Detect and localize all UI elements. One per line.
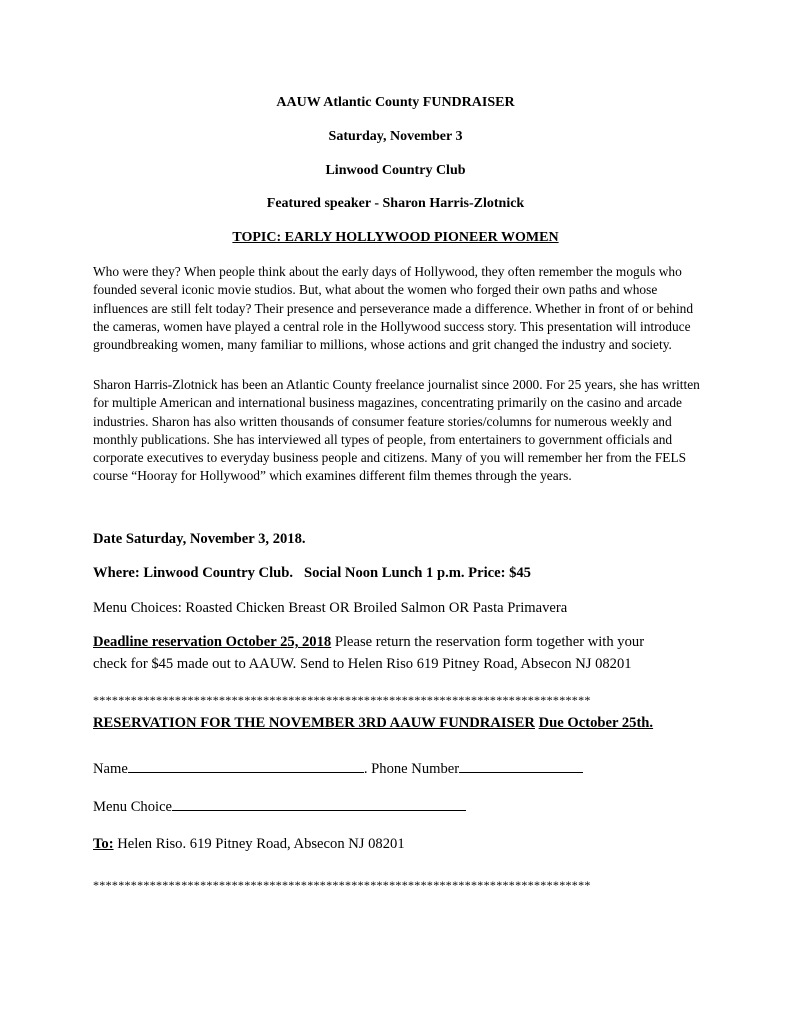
reservation-heading: RESERVATION FOR THE NOVEMBER 3RD AAUW FUNDRAISER	[93, 715, 535, 731]
topic-heading: TOPIC: EARLY HOLLYWOOD PIONEER WOMEN	[232, 230, 559, 245]
where-line: Where: Linwood Country Club. Social Noon Lunch 1 p.m. Price: $45	[93, 565, 531, 581]
phone-label: Phone Number	[367, 761, 460, 777]
name-label: Name	[93, 761, 128, 777]
date-line: Date Saturday, November 3, 2018.	[93, 531, 306, 547]
menu-choice-blank[interactable]	[172, 797, 466, 811]
speaker-bio-paragraph: Sharon Harris-Zlotnick has been an Atlantic County freelance journalist since 2000. For 25 years, she has written for multiple American and international business magazines, concentrating primarily on the casino and arcade industries. Sharon has also written thousands of consumer feature stories/columns for numerous weekly and monthly publications. She has interviewed all types of people, from entertainers to government officials and corporate executives to everyday business people and citizens. Many of you will remember her from the FELS course “Hooray for Hollywood” which examines different film themes through the years.	[93, 377, 700, 484]
separator-bottom: *******************************************************************************	[93, 878, 591, 892]
menu-choice-row	[93, 797, 466, 816]
deadline-line-2: check for $45 made out to AAUW. Send to Helen Riso 619 Pitney Road, Absecon NJ 08201	[93, 656, 632, 672]
deadline-label: Deadline reservation October 25, 2018	[93, 634, 332, 650]
to-label: To:	[93, 836, 114, 852]
menu-choices-line: Menu Choices: Roasted Chicken Breast OR Broiled Salmon OR Pasta Primavera	[93, 600, 568, 616]
event-venue-heading: Linwood Country Club	[325, 163, 466, 178]
event-title: AAUW Atlantic County FUNDRAISER	[276, 95, 515, 110]
reservation-due-date: Due October 25th.	[538, 715, 654, 731]
event-date-heading: Saturday, November 3	[328, 129, 463, 144]
deadline-line-1	[93, 634, 644, 651]
to-address: Helen Riso. 619 Pitney Road, Absecon NJ 08201	[113, 836, 405, 852]
topic-description-paragraph: Who were they? When people think about the early days of Hollywood, they often remember the moguls who founded several iconic movie studios. But, what about the women who forged their own paths and whose influences are still felt today? Their presence and perseverance made a difference. Whether in front of or behind the cameras, women have played a central role in the Hollywood success story. This presentation will introduce groundbreaking women, many familiar to millions, whose actions and grit changed the industry and society.	[93, 264, 694, 353]
phone-blank[interactable]	[459, 759, 583, 773]
name-blank[interactable]	[128, 759, 364, 773]
name-phone-row	[93, 759, 583, 778]
menu-choice-label: Menu Choice	[93, 799, 173, 815]
featured-speaker-heading: Featured speaker - Sharon Harris-Zlotnick	[266, 196, 525, 211]
name-separator: .	[363, 761, 368, 777]
to-address-row	[93, 836, 405, 853]
separator-top: *******************************************************************************	[93, 693, 591, 707]
deadline-instructions-1: Please return the reservation form together with your	[331, 634, 645, 650]
reservation-heading-line	[93, 715, 653, 732]
